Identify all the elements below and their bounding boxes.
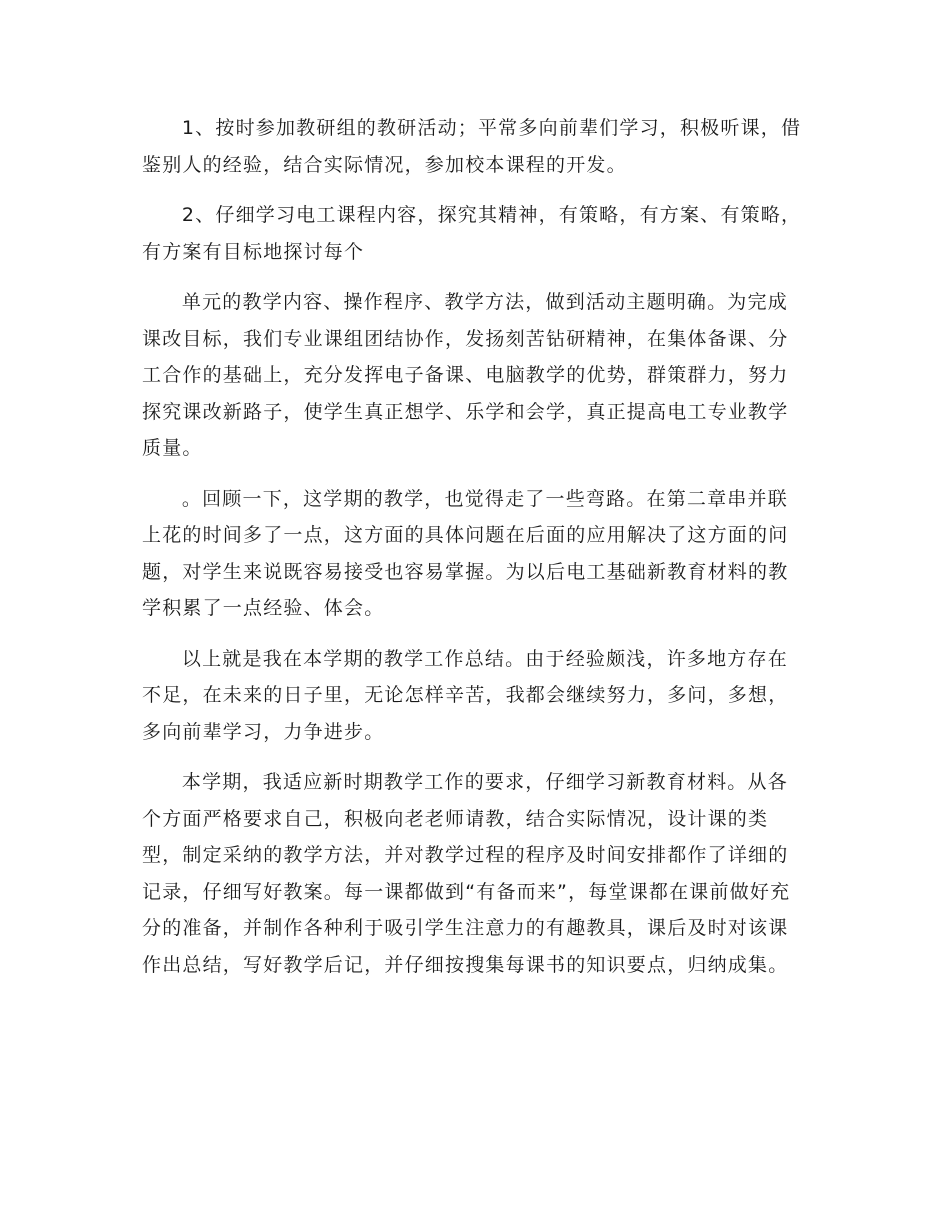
paragraph-3: 单元的教学内容、操作程序、教学方法，做到活动主题明确。为完成课改目标，我们专业课组团结协作，发扬刻苦钻研精神，在集体备课、分工合作的基础上，充分发挥电子备课、电脑教学的优势，群策群力，努力探究课改新路子，使学生真正想学、乐学和会学，真正提高电工专业教学质量。	[142, 291, 789, 459]
paragraph-5: 以上就是我在本学期的教学工作总结。由于经验颇浅，许多地方存在不足，在未来的日子里，无论怎样辛苦，我都会继续努力，多问，多想，多向前辈学习，力争进步。	[142, 647, 789, 743]
document-body	[142, 110, 808, 997]
paragraph-6: 本学期，我适应新时期教学工作的要求，仔细学习新教育材料。从各个方面严格要求自己，积极向老老师请教，结合实际情况，设计课的类型，制定采纳的教学方法，并对教学过程的程序及时间安排都作了详细的记录，仔细写好教案。每一课都做到“有备而来”，每堂课都在课前做好充分的准备，并制作各种利于吸引学生注意力的有趣教具，课后及时对该课作出总结，写好教学后记，并仔细按搜集每课书的知识要点，归纳成集。	[142, 771, 791, 976]
paragraph-4: 。回顾一下，这学期的教学，也觉得走了一些弯路。在第二章串并联上花的时间多了一点，这方面的具体问题在后面的应用解决了这方面的问题，对学生来说既容易接受也容易掌握。为以后电工基础新教育材料的教学积累了一点经验、体会。	[142, 487, 789, 619]
paragraph-2: 2、仔细学习电工课程内容，探究其精神，有策略，有方案、有策略，有方案有目标地探讨每个	[142, 204, 802, 263]
paragraph-1: 1、按时参加教研组的教研活动；平常多向前辈们学习，积极听课，借鉴别人的经验，结合实际情况，参加校本课程的开发。	[142, 117, 802, 176]
